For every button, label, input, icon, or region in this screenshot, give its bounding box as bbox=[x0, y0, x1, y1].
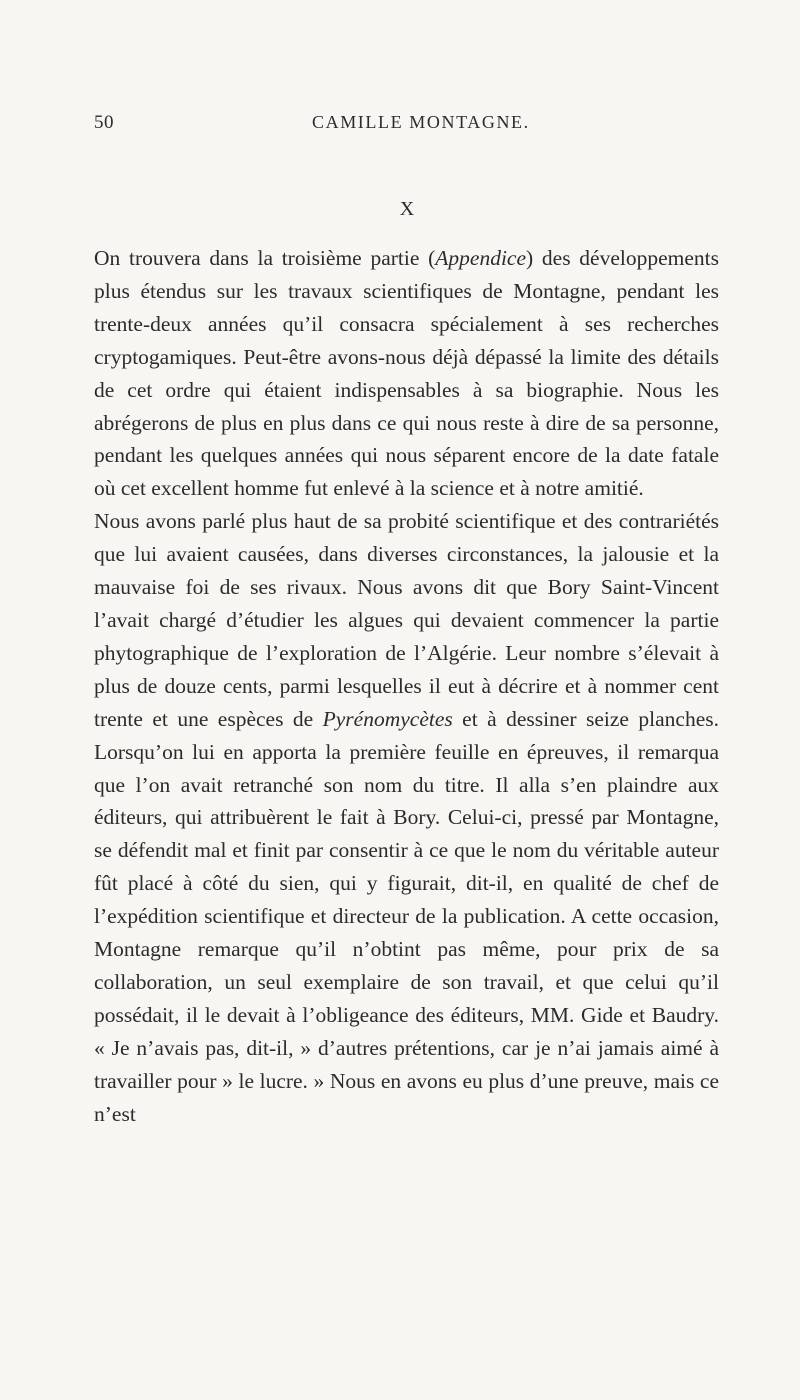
page-number: 50 bbox=[94, 112, 114, 133]
section-numeral: X bbox=[399, 198, 415, 220]
paragraph-1-part-b: ) des développements plus étendus sur les travaux scientifiques de Montagne, pendant les trente-deux années qu’il consacra spécialement à ses recherches cryptogamiques. Peut-être avons-nous déjà dépassé la limite des détails de cet ordre qui étaient indispensables à sa biographie. Nous les abrégerons de plus en plus dans ce qui nous reste à dire de sa personne, pendant les quelques années qui nous séparent encore de la date fatale où cet excellent homme fut enlevé à la science et à notre amitié. bbox=[94, 246, 719, 501]
paragraph-2-part-a: Nous avons parlé plus haut de sa probité scientifique et des contrariétés que lui avaient causées, dans diverses circonstances, la jalousie et la mauvaise foi de ses rivaux. Nous avons dit que Bory Saint-Vincent l’avait chargé d’étudier les algues qui devaient commencer la partie phytographique de l’exploration de l’Algérie. Leur nombre s’élevait à plus de douze cents, parmi lesquelles il eut à décrire et à nommer cent trente et une espèces de bbox=[94, 509, 719, 731]
running-title: CAMILLE MONTAGNE. bbox=[312, 112, 530, 132]
paragraph-2-part-b: et à dessiner seize planches. Lorsqu’on lui en apporta la première feuille en épreuves, il remarqua que l’on avait retranché son nom du titre. Il alla s’en plaindre aux éditeurs, qui attribuèrent le fait à Bory. Celui-ci, pressé par Montagne, se défendit mal et finit par consentir à ce que le nom du véritable auteur fût placé à côté du sien, qui y figurait, dit-il, en qualité de chef de l’expédition scientifique et directeur de la publication. A cette occasion, Montagne remarque qu’il n’obtint pas même, pour prix de sa collaboration, un seul exemplaire de son travail, et que celui qu’il possédait, il le devait à l’obligeance des éditeurs, MM. Gide et Baudry. « Je n’avais pas, dit-il, » d’autres prétentions, car je n’ai jamais aimé à travailler pour » le lucre. » Nous en avons eu plus d’une preuve, mais ce n’est bbox=[94, 706, 719, 1126]
body-text bbox=[94, 242, 719, 1130]
paragraph-2-italic: Pyrénomycètes bbox=[322, 706, 453, 731]
paragraph-1 bbox=[94, 242, 719, 505]
paragraph-1-italic: Appendice bbox=[435, 246, 527, 270]
running-head bbox=[0, 112, 800, 138]
paragraph-2 bbox=[94, 505, 719, 1130]
paragraph-1-part-a: On trouvera dans la troisième partie ( bbox=[94, 246, 436, 270]
